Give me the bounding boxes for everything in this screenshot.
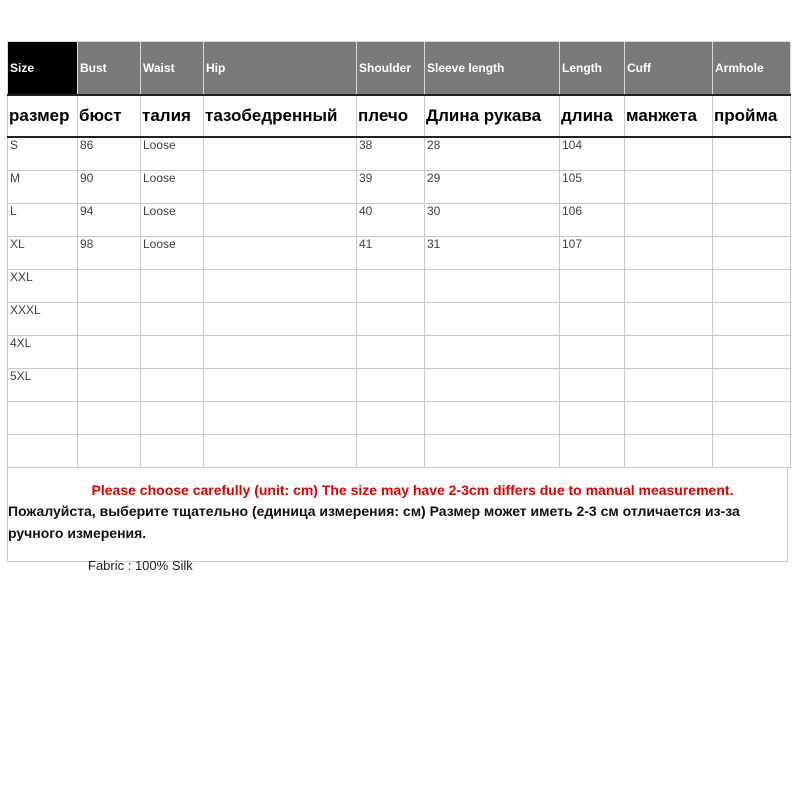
table-cell [625,369,713,402]
table-row [8,270,791,303]
table-cell [625,303,713,336]
table-cell: M [8,171,78,204]
table-cell: 39 [357,171,425,204]
header-ru-cell: пройма [713,95,791,137]
table-cell: 31 [425,237,560,270]
header-ru-cell: Длина рукава [425,95,560,137]
table-cell: Loose [141,237,204,270]
table-cell [625,336,713,369]
header-ru-cell: манжета [625,95,713,137]
table-cell [141,435,204,468]
size-chart [7,41,790,562]
table-cell [141,336,204,369]
table-cell: 106 [560,204,625,237]
table-row [8,171,791,204]
table-cell: 104 [560,137,625,171]
table-cell [357,270,425,303]
table-cell [204,402,357,435]
table-row [8,336,791,369]
table-cell [625,270,713,303]
table-cell: 98 [78,237,141,270]
measurement-notice [7,468,788,562]
table-cell: 86 [78,137,141,171]
table-cell [357,369,425,402]
header-row-english [8,42,791,96]
table-cell: XXXL [8,303,78,336]
header-en-cell: Hip [204,42,357,96]
table-cell [713,336,791,369]
table-row [8,204,791,237]
table-cell [625,137,713,171]
table-cell [625,402,713,435]
table-cell [625,237,713,270]
header-ru-cell: плечо [357,95,425,137]
table-row [8,402,791,435]
table-cell [78,402,141,435]
table-cell [204,237,357,270]
table-cell: 38 [357,137,425,171]
table-cell [78,303,141,336]
table-cell [713,137,791,171]
table-cell: 28 [425,137,560,171]
table-cell: Loose [141,171,204,204]
table-cell: 29 [425,171,560,204]
table-cell [8,402,78,435]
header-en-cell: Length [560,42,625,96]
table-cell [713,171,791,204]
table-cell [357,303,425,336]
table-cell [357,435,425,468]
header-ru-cell: талия [141,95,204,137]
table-row [8,237,791,270]
header-en-cell: Armhole [713,42,791,96]
table-cell [713,303,791,336]
table-row [8,303,791,336]
table-cell [357,336,425,369]
table-cell [78,270,141,303]
table-cell [204,204,357,237]
table-cell: Loose [141,204,204,237]
table-cell [141,270,204,303]
fabric-label: Fabric : 100% Silk [88,558,193,573]
table-cell [8,435,78,468]
header-ru-cell: размер [8,95,78,137]
table-cell: 90 [78,171,141,204]
header-ru-cell: тазобедренный [204,95,357,137]
table-cell: 105 [560,171,625,204]
table-row [8,369,791,402]
table-cell [204,303,357,336]
table-cell [625,171,713,204]
notice-english: Please choose carefully (unit: cm) The size may have 2-3cm differs due to manual measurement. [91,482,734,498]
table-cell [425,303,560,336]
table-cell [713,270,791,303]
table-cell [425,270,560,303]
table-cell [425,402,560,435]
table-cell [713,204,791,237]
header-ru-cell: длина [560,95,625,137]
table-cell [560,435,625,468]
table-cell [560,303,625,336]
table-cell [204,435,357,468]
table-cell [141,303,204,336]
table-cell [560,270,625,303]
table-cell: XL [8,237,78,270]
table-cell: 94 [78,204,141,237]
table-cell: 107 [560,237,625,270]
header-en-cell: Cuff [625,42,713,96]
table-cell [425,336,560,369]
table-cell [713,369,791,402]
header-ru-cell: бюст [78,95,141,137]
table-cell [78,369,141,402]
header-en-cell: Shoulder [357,42,425,96]
table-cell [625,435,713,468]
table-cell: 30 [425,204,560,237]
table-cell [713,435,791,468]
table-cell: 41 [357,237,425,270]
table-cell [357,402,425,435]
table-row [8,137,791,171]
table-cell: 4XL [8,336,78,369]
table-cell [204,137,357,171]
table-cell: Loose [141,137,204,171]
table-cell [425,369,560,402]
table-cell: 40 [357,204,425,237]
table-cell [560,336,625,369]
size-table-body [8,42,791,468]
table-cell: XXL [8,270,78,303]
table-cell [78,336,141,369]
table-cell [425,435,560,468]
table-cell [204,171,357,204]
table-cell: 5XL [8,369,78,402]
table-cell [713,402,791,435]
notice-russian: Пожалуйста, выберите тщательно (единица измерения: см) Размер может иметь 2-3 см отличается из-за ручного измерения. [8,503,740,541]
header-en-cell: Waist [141,42,204,96]
table-cell [78,435,141,468]
table-cell [713,237,791,270]
table-cell [141,402,204,435]
size-table [7,41,791,468]
header-row-russian [8,95,791,137]
table-cell: S [8,137,78,171]
header-en-cell: Sleeve length [425,42,560,96]
table-cell [560,369,625,402]
table-cell [204,336,357,369]
table-cell: L [8,204,78,237]
header-en-cell: Size [8,42,78,96]
header-en-cell: Bust [78,42,141,96]
table-cell [204,369,357,402]
table-cell [141,369,204,402]
table-cell [204,270,357,303]
table-cell [560,402,625,435]
table-row [8,435,791,468]
table-cell [625,204,713,237]
